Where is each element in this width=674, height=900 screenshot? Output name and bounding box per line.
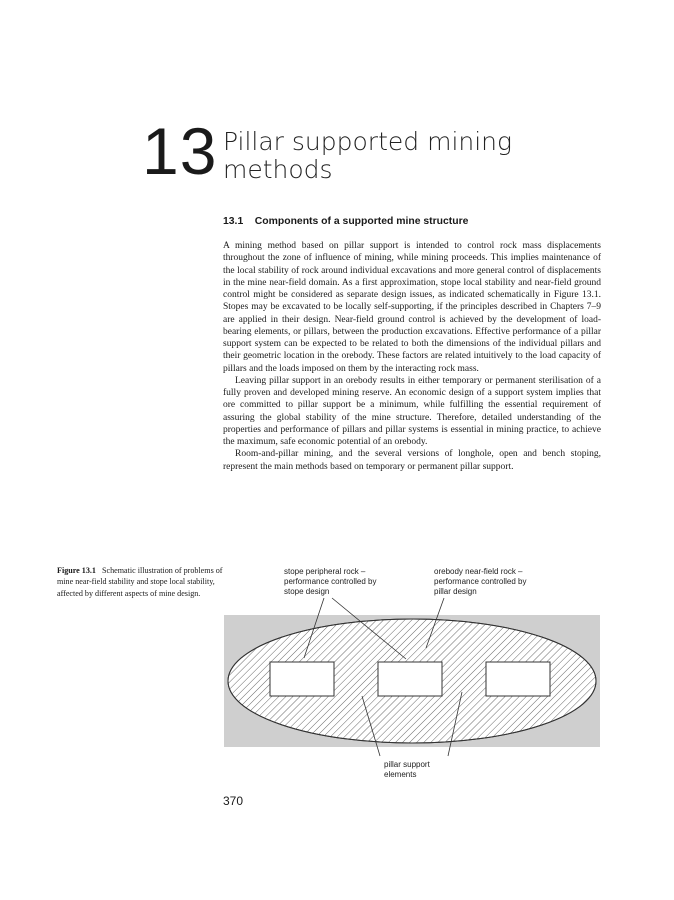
paragraph: Room-and-pillar mining, and the several versions of longhole, open and bench stoping, represent the main methods based on temporary or permanent pillar support. <box>223 449 601 472</box>
orebody-rock-label-line: performance controlled by <box>434 577 527 586</box>
figure-caption-text: Schematic illustration of problems of mine near-field stability and stope local stability, affected by different aspects of mine design. <box>57 566 223 598</box>
section-heading <box>223 216 468 227</box>
orebody-rock-label-line: pillar design <box>434 587 477 596</box>
page-number: 370 <box>223 794 244 808</box>
stope-left <box>270 662 334 696</box>
section-title: Components of a supported mine structure <box>254 216 469 227</box>
pillar-elements-label-line: pillar support <box>384 760 430 769</box>
paragraph: Leaving pillar support in an orebody results in either temporary or permanent sterilisation of a fully proven and developed mining reserve. An economic design of a support system implies that ore committed to pillar support be a minimum, while fulfilling the essential requirement of assuring the global stability of the mine structure. Therefore, detailed understanding of the properties and performance of pillars and pillar systems is essential in mining practice, to achieve the maximum, safe economic potential of an orebody. <box>223 375 601 447</box>
orebody-rock-label-line: orebody near-field rock – <box>434 567 523 576</box>
chapter-number: 13 <box>142 114 218 188</box>
paragraph: A mining method based on pillar support is intended to control rock mass displacements throughout the zone of influence of mining, while mining proceeds. This implies maintenance of the local stability of rock around individual excavations and more general control of displacements in the mine near-field domain. As a first approximation, stope local stability and near-field ground control might be considered as separate design issues, as indicated schematically in Figure 13.1. Stopes may be excavated to be locally self-supporting, if the principles described in Chapters 7–9 are applied in their design. Near-field ground control is achieved by the development of load-bearing elements, or pillars, between the production excavations. Effective performance of a pillar support system can be expected to be related to both the dimensions of the individual pillars and their geometric location in the orebody. These factors are related intuitively to the load capacity of pillars and the loads imposed on them by the interacting rock mass. <box>223 241 601 374</box>
section-number: 13.1 <box>223 216 244 227</box>
figure-caption <box>57 565 224 599</box>
figure-13-1-diagram <box>222 562 602 794</box>
chapter-title: Pillar supported mining methods <box>223 127 513 184</box>
pillar-elements-label-line: elements <box>384 770 417 779</box>
stope-rock-label-line: stope design <box>284 587 330 596</box>
body-text <box>223 240 601 473</box>
stope-right <box>486 662 550 696</box>
figure-label: Figure 13.1 <box>57 566 96 575</box>
stope-center <box>378 662 442 696</box>
stope-rock-label-line: performance controlled by <box>284 577 377 586</box>
stope-rock-label-line: stope peripheral rock – <box>284 567 366 576</box>
